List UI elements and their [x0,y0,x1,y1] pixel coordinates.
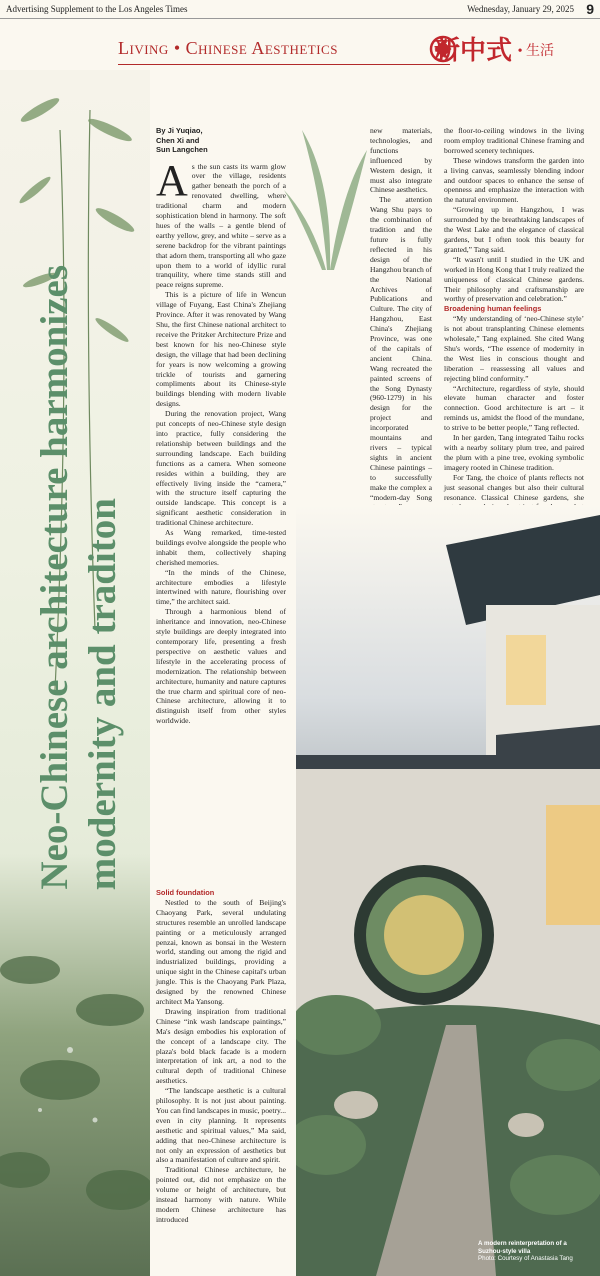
paragraph: In her garden, Tang integrated Taihu rocks with a nearby solitary plum tree, and paired the plum with a pine tree, evoking symbolic imagery rooted in Chinese tradition. [444,433,584,472]
paragraph: Traditional Chinese architecture, he pointed out, did not emphasize on the volume or height of architecture, but instead harmony with nature. While modern Chinese architecture has introduced [156,1165,286,1224]
paragraph: the floor-to-ceiling windows in the living room employ traditional Chinese framing and borrowed scenery techniques. [444,126,584,155]
article-column-1-lower [156,888,286,1225]
paragraph: “Architecture, regardless of style, should elevate human character and foster connection. Good architecture is art – it reminds us, amidst the flood of the mundane, to strive to be better people,” Tang reflected. [444,383,584,433]
section-chinese-title: 新中式 [433,36,512,65]
headline-line-1: Neo-Chinese architecture harmonizes [33,265,76,890]
section-chinese-subtitle: • 生活 [517,44,554,59]
paragraph: As Wang remarked, time-tested buildings evolve alongside the people who inhabit them, collectively shaping cherished memories. [156,528,286,567]
paragraph: The attention Wang Shu pays to the combination of tradition and the future is fully reflected in his design of the Hangzhou branch of the National Archives of Publications and Culture. The city of Hangzhou, East China's Zhejiang Province, was one of the capitals of ancient China. Wang recreated the painted screens of the Song Dynasty (960-1279) in his design for the project and incorporated mountains and rivers – typical sights in ancient Chinese paintings – to successfully make the complex a “modern-day Song [370,195,432,502]
section-banner [0,26,600,70]
paragraph: “Growing up in Hangzhou, I was surrounded by the breathtaking landscapes of the West Lake and the elegance of classical gardens, but I often took this beauty for granted,” Tang said. [444,205,584,254]
paragraph: “The landscape aesthetic is a cultural philosophy. It is not just about painting. You can find landscapes in music, poetry... even in city planning. It represents aesthetic and spiritual values,” Ma said, adding that neo-Chinese architecture is not only an expression of aesthetics but also a manifestation of culture and spirit. [156,1086,286,1165]
paragraph: For Tang, the choice of plants reflects not just seasonal changes but also their cultural resonance. Classical Chinese gardens, she [444,472,584,502]
supplement-label: Advertising Supplement to the Los Angeles Times [6,4,188,14]
paragraph: “My understanding of ‘neo-Chinese style’ is not about transplanting Chinese elements wholesale,” Tang explained. She cited Wang Shu's words, “The essence of modernity in the West lies in conscious thought and liberation – reassessing all values and rejecting blind conformity.” [444,314,584,383]
paragraph: Through a harmonious blend of inheritance and innovation, neo-Chinese style buildings are deeply integrated into contemporary life, presenting a fresh perspective on aesthetic values and lifestyle in the accelerating process of modernization. The relationship between architecture, humanity and nature captures the true charm and spiritual core of neo-Chinese architecture, allowing it to distinguish itself from other styles worldwide. [156,607,286,726]
paragraph: This is a picture of life in Wencun village of Fuyang, East China's Zhejiang Province. After it was renovated by Wang Shu, the first Chinese national architect to receive the Pritzker Architecture Prize and best known for his neo-Chinese style design, the village that had been declining for years is now welcoming a growing trickle of tourists and garnering compliments about its Chinese-style buildings blending with modern livable designs. [156,290,286,409]
paragraph: “In the minds of the Chinese, architecture embodies a lifestyle intertwined with nature, flourishing over time,” the architect said. [156,567,286,607]
paragraph: During the renovation project, Wang put concepts of neo-Chinese style design into practice, fully considering the relationship between buildings and the surrounding landscape. Each building functions as a camera. When someone resides within a building, they are effectively living inside the “camera,” with the structure itself capturing the outside landscape. This concept is a significant aesthetic consideration in traditional Chinese architecture. [156,409,286,528]
paragraph: Nestled to the south of Beijing's Chaoyang Park, several undulating structures resemble an unrolled landscape painting or a meticulously arranged penzai, known as bonsai in the Western world, standing out among the rigid and industrialized buildings, providing a unique sight in the Chinese capital's urban jungle. This is the Chaoyang Park Plaza, designed by the renowned Chinese architect Ma Yansong. [156,897,286,1006]
caption-title: A modern reinterpretation of a Suzhou-style villa [478,1240,567,1255]
villa-garden-photo [296,505,600,1276]
headline [32,150,132,890]
article-column-1 [156,126,286,726]
paragraph: s the sun casts its warm glow over the village, residents gather beneath the porch of a renovated dwelling, where traditional charm and modern sophistication blend in harmony. The soft hues of the walls – a gentle blend of earthy yellow, grey, and white – serve as a serene backdrop for the vibrant paintings that adorn them, transporting all who gaze upon them to a world of idyllic rural tranquility, where time stands still and peace reigns supreme. [156,161,286,290]
paragraph: new materials, technologies, and functions influenced by Western design, it must also integrate Chinese aesthetics. [370,126,432,195]
page-number: 9 [586,1,594,17]
issue-date: Wednesday, January 29, 2025 [467,4,574,14]
paragraph: “It wasn't until I studied in the UK and worked in Hong Kong that I truly realized the uniqueness of classical Chinese gardens. Their philosophy and craftsmanship are worthy of preservation and celebration.” [444,254,584,304]
section-title: Living • Chinese Aesthetics [118,38,338,58]
headline-line-2: modernity and traditon [81,497,124,890]
byline-line-3: Sun Langchen [156,145,208,154]
subhead-broadening-human-feelings: Broadening human feelings [444,304,542,314]
caption-credit: Photo: Courtesy of Anastasia Tang [478,1255,573,1263]
byline-line-1: By Ji Yuqiao, [156,126,203,135]
subhead-solid-foundation: Solid foundation [156,888,215,897]
villa-garden-illustration [296,505,600,1276]
drop-cap: A [156,155,188,205]
paragraph: Drawing inspiration from traditional Chinese “ink wash landscape paintings,” Ma's design embodies his exploration of the concept of a landscape city. The plaza's bold black facade is a modern interpretation of ink art, a nod to the cultural depth of traditional Chinese aesthetics. [156,1006,286,1086]
byline [156,126,286,155]
byline-line-2: Chen Xi and [156,135,200,145]
photo-caption [478,1240,588,1263]
paragraph: These windows transform the garden into a living canvas, seamlessly blending indoor and outdoor spaces to enhance the sense of openness and emphasize the interaction with the natural environment. [444,155,584,205]
page-header [0,0,600,19]
section-rule [118,64,450,65]
